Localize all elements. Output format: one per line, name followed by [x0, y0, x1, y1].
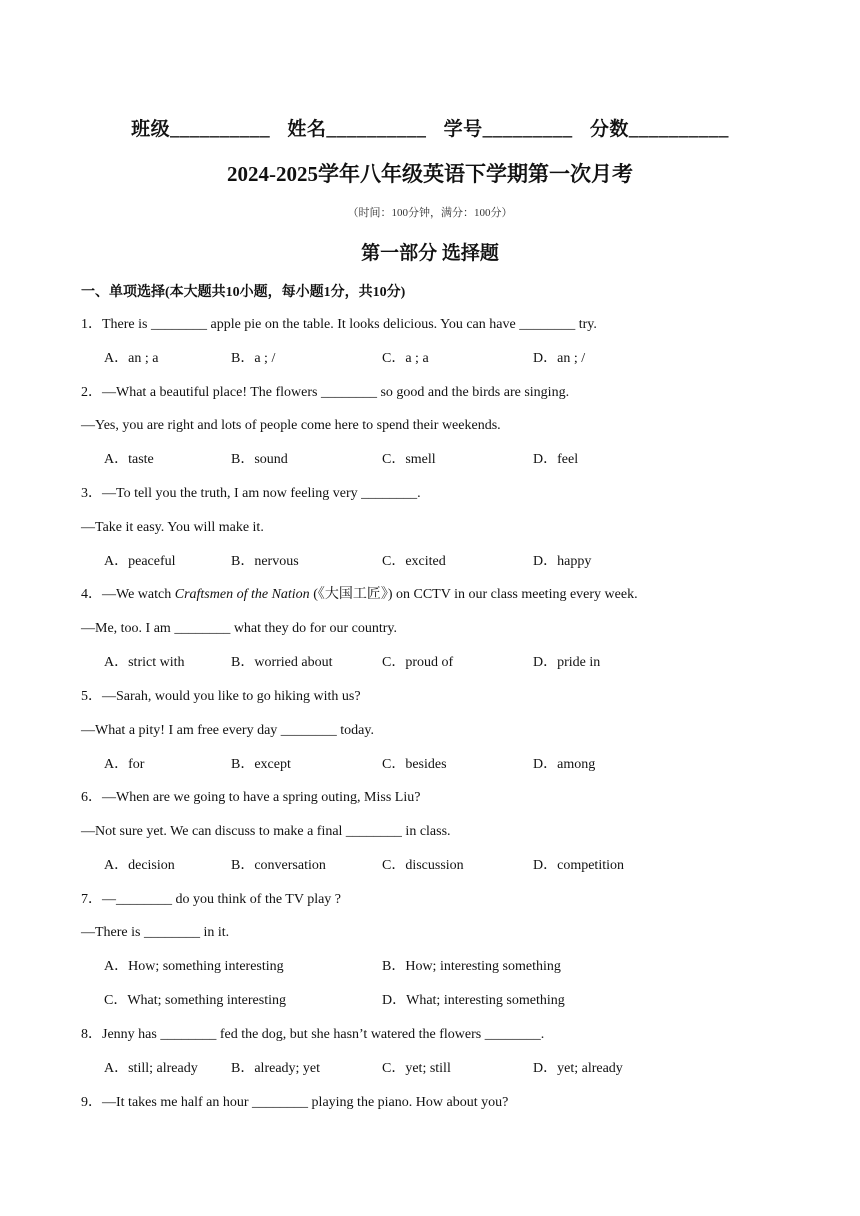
question-6-stem-reply: —Not sure yet. We can discuss to make a final ________ in class. — [81, 824, 451, 839]
question-3-options — [104, 553, 804, 571]
question-4-options — [104, 654, 804, 672]
part-heading: 第一部分 选择题 — [361, 243, 499, 264]
question-3-stem-reply: —Take it easy. You will make it. — [81, 520, 264, 535]
option-c[interactable]: C．What; something interesting — [104, 993, 286, 1008]
student-info-line — [0, 114, 860, 141]
option-a[interactable]: A．decision — [104, 858, 175, 873]
score-field[interactable]: 分数__________ — [589, 119, 729, 140]
question-4-stem-start: 4．—We watch — [81, 587, 175, 602]
student-id-field[interactable]: 学号_________ — [443, 119, 573, 140]
question-8-options — [104, 1060, 804, 1078]
option-b[interactable]: B．conversation — [231, 858, 326, 873]
option-b[interactable]: B．already; yet — [231, 1061, 321, 1076]
question-2-stem: 2．—What a beautiful place! The flowers ________ so good and the birds are singing. — [81, 385, 570, 400]
option-c[interactable]: C．yet; still — [382, 1061, 451, 1076]
question-2-stem-reply: —Yes, you are right and lots of people come here to spend their weekends. — [81, 418, 501, 433]
question-4-stem-end: (《大国工匠》) on CCTV in our class meeting every week. — [309, 587, 638, 602]
question-6-options — [104, 857, 804, 875]
question-7-options-row-1 — [104, 958, 804, 976]
exam-title: 2024-2025学年八年级英语下学期第一次月考 — [227, 162, 633, 186]
option-c[interactable]: C．discussion — [382, 858, 464, 873]
option-a[interactable]: A．still; already — [104, 1061, 198, 1076]
option-c[interactable]: C．proud of — [382, 655, 454, 670]
question-5-stem: 5．—Sarah, would you like to go hiking with us? — [81, 689, 361, 704]
question-8-stem: 8．Jenny has ________ fed the dog, but she hasn’t watered the flowers ________. — [81, 1027, 545, 1042]
question-7-stem: 7．—________ do you think of the TV play ? — [81, 892, 342, 907]
option-a[interactable]: A．peaceful — [104, 554, 176, 569]
option-a[interactable]: A．an ; a — [104, 351, 159, 366]
question-4-stem — [81, 586, 638, 604]
option-d[interactable]: D．an ; / — [533, 351, 586, 366]
option-b[interactable]: B．a ; / — [231, 351, 276, 366]
option-d[interactable]: D．happy — [533, 554, 592, 569]
option-a[interactable]: A．for — [104, 757, 145, 772]
option-b[interactable]: B．worried about — [231, 655, 333, 670]
question-3-stem: 3．—To tell you the truth, I am now feeling very ________. — [81, 486, 421, 501]
class-field[interactable]: 班级__________ — [131, 119, 271, 140]
option-c[interactable]: C．besides — [382, 757, 447, 772]
question-4-program-title: Craftsmen of the Nation — [174, 587, 310, 602]
option-b[interactable]: B．nervous — [231, 554, 299, 569]
question-6-stem: 6．—When are we going to have a spring outing, Miss Liu? — [81, 790, 421, 805]
option-a[interactable]: A．How; something interesting — [104, 959, 284, 974]
option-b[interactable]: B．sound — [231, 452, 288, 467]
question-5-stem-reply: —What a pity! I am free every day ________ today. — [81, 723, 374, 738]
question-1-options — [104, 350, 804, 368]
option-c[interactable]: C．smell — [382, 452, 436, 467]
question-5-options — [104, 756, 804, 774]
option-b[interactable]: B．except — [231, 757, 291, 772]
option-d[interactable]: D．among — [533, 757, 596, 772]
question-7-options-row-2 — [104, 992, 804, 1010]
option-d[interactable]: D．feel — [533, 452, 579, 467]
question-9-stem: 9．—It takes me half an hour ________ playing the piano. How about you? — [81, 1095, 509, 1110]
question-7-stem-reply: —There is ________ in it. — [81, 925, 230, 940]
question-4-stem-reply: —Me, too. I am ________ what they do for our country. — [81, 621, 397, 636]
question-1-stem: 1．There is ________ apple pie on the table. It looks delicious. You can have ________ try. — [81, 317, 597, 332]
name-field[interactable]: 姓名__________ — [287, 119, 427, 140]
option-a[interactable]: A．strict with — [104, 655, 185, 670]
option-d[interactable]: D．competition — [533, 858, 624, 873]
option-d[interactable]: D．What; interesting something — [382, 993, 565, 1008]
option-c[interactable]: C．a ; a — [382, 351, 429, 366]
option-c[interactable]: C．excited — [382, 554, 446, 569]
option-d[interactable]: D．yet; already — [533, 1061, 623, 1076]
option-a[interactable]: A．taste — [104, 452, 154, 467]
option-d[interactable]: D．pride in — [533, 655, 601, 670]
exam-subtitle: （时间：100分钟，满分：100分） — [347, 207, 513, 219]
section-heading: 一、单项选择(本大题共10小题，每小题1分，共10分) — [81, 285, 406, 300]
question-2-options — [104, 451, 804, 469]
option-b[interactable]: B．How; interesting something — [382, 959, 561, 974]
